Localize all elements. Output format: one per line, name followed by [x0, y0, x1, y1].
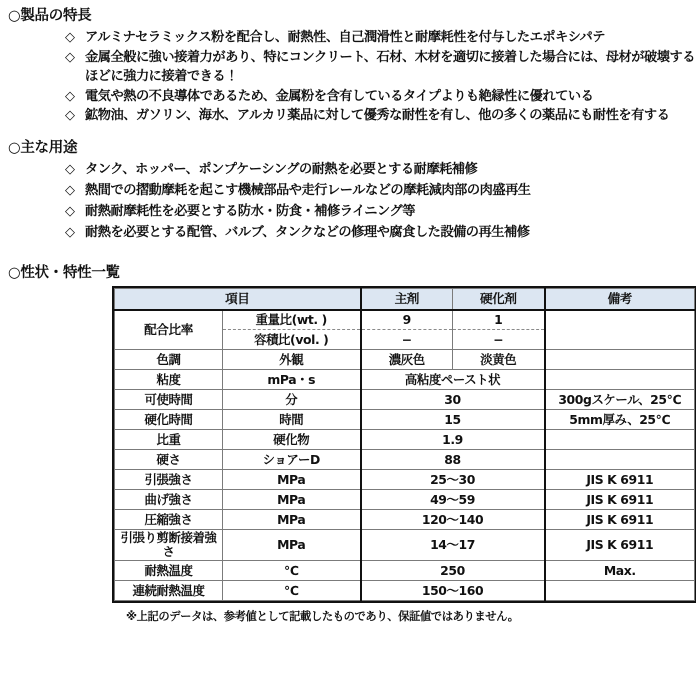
row-remarks-value: JIS K 6911 [545, 510, 695, 530]
row-unit-label: 時間 [223, 410, 361, 430]
diamond-bullet-icon: ◇ [65, 88, 75, 104]
use-text: 熱間での摺動摩耗を起こす機械部品や走行レールなどの摩耗減肉部の肉盛再生 [85, 183, 531, 199]
row-remarks-value: Max. [545, 561, 695, 581]
row-unit-label: mPa・s [223, 370, 361, 390]
row-remarks-value [545, 370, 695, 390]
properties-heading [8, 265, 698, 282]
features-list [65, 29, 698, 126]
row-merged-value: 14〜17 [361, 530, 545, 561]
use-text: タンク、ホッパー、ポンプケーシングの耐熱を必要とする耐摩耗補修 [85, 162, 478, 178]
row-remarks-value [545, 350, 695, 370]
row-merged-value: 30 [361, 390, 545, 410]
spec-table-body [115, 310, 695, 601]
spec-table-head [115, 289, 695, 310]
diamond-bullet-icon: ◇ [65, 183, 75, 199]
feature-text: 金属全般に強い接着力があり、特にコンクリート、石材、木材を適切に接着した場合には、母材が破壊するほどに強力に接着できる！ [85, 50, 695, 84]
circle-marker-icon: ○ [8, 265, 21, 281]
table-row [115, 530, 695, 561]
row-unit-label: ショアーD [223, 450, 361, 470]
row-item-label: 可使時間 [115, 390, 223, 410]
row-hardener-value: − [453, 330, 545, 350]
row-item-label: 圧縮強さ [115, 510, 223, 530]
diamond-bullet-icon: ◇ [65, 30, 75, 46]
row-unit-label: 外観 [223, 350, 361, 370]
properties-heading-label: 性状・特性一覧 [20, 265, 120, 281]
row-main-value: 9 [361, 310, 453, 330]
row-unit-label: ℃ [223, 561, 361, 581]
properties-section [8, 265, 698, 624]
circle-marker-icon: ○ [8, 8, 21, 24]
row-item-label: 硬さ [115, 450, 223, 470]
table-row [115, 390, 695, 410]
row-unit-label: 分 [223, 390, 361, 410]
row-item-label: 配合比率 [115, 310, 223, 350]
list-item [65, 224, 698, 243]
product-features-section [8, 8, 698, 127]
spec-table [114, 288, 695, 601]
row-item-label: 硬化時間 [115, 410, 223, 430]
row-remarks-value: 5mm厚み、25℃ [545, 410, 695, 430]
table-row [115, 581, 695, 601]
row-hardener-value: 1 [453, 310, 545, 330]
row-unit-label: ℃ [223, 581, 361, 601]
row-main-value: − [361, 330, 453, 350]
row-remarks-value [545, 310, 695, 350]
row-unit-label: 重量比(wt. ) [223, 310, 361, 330]
table-row [115, 370, 695, 390]
table-row [115, 450, 695, 470]
row-merged-value: 120〜140 [361, 510, 545, 530]
column-header-item: 項目 [115, 289, 361, 310]
row-merged-value: 1.9 [361, 430, 545, 450]
spec-table-frame [112, 286, 696, 603]
circle-marker-icon: ○ [8, 140, 21, 156]
uses-heading-label: 主な用途 [20, 140, 78, 156]
row-remarks-value: JIS K 6911 [545, 470, 695, 490]
row-merged-value: 250 [361, 561, 545, 581]
table-row [115, 561, 695, 581]
row-item-label: 耐熱温度 [115, 561, 223, 581]
features-heading-label: 製品の特長 [20, 8, 92, 24]
table-footnote: ※上記のデータは、参考値として記載したものであり、保証値ではありません。 [126, 610, 519, 624]
row-unit-label: MPa [223, 530, 361, 561]
row-remarks-value: JIS K 6911 [545, 490, 695, 510]
table-row [115, 490, 695, 510]
table-row [115, 410, 695, 430]
row-merged-value: 49〜59 [361, 490, 545, 510]
list-item [65, 107, 698, 126]
column-header-main-agent: 主剤 [361, 289, 453, 310]
column-header-hardener: 硬化剤 [453, 289, 545, 310]
row-unit-label: MPa [223, 490, 361, 510]
row-item-label: 色調 [115, 350, 223, 370]
diamond-bullet-icon: ◇ [65, 108, 75, 124]
table-row [115, 350, 695, 370]
list-item [65, 49, 698, 86]
row-remarks-value [545, 430, 695, 450]
table-row [115, 310, 695, 330]
row-remarks-value: JIS K 6911 [545, 530, 695, 561]
main-uses-section [8, 140, 698, 244]
row-main-value: 濃灰色 [361, 350, 453, 370]
diamond-bullet-icon: ◇ [65, 50, 75, 66]
table-row [115, 510, 695, 530]
feature-text: 電気や熱の不良導体であるため、金属粉を含有しているタイプよりも絶縁性に優れている [85, 88, 594, 104]
diamond-bullet-icon: ◇ [65, 203, 75, 219]
column-header-remarks: 備考 [545, 289, 695, 310]
row-remarks-value [545, 581, 695, 601]
row-merged-value: 25〜30 [361, 470, 545, 490]
row-merged-value: 高粘度ペースト状 [361, 370, 545, 390]
table-header-row [115, 289, 695, 310]
feature-text: 鉱物油、ガソリン、海水、アルカリ薬品に対して優秀な耐性を有し、他の多くの薬品にも耐性を有する [85, 108, 670, 124]
row-unit-label: 容積比(vol. ) [223, 330, 361, 350]
row-remarks-value: 300gスケール、25℃ [545, 390, 695, 410]
row-unit-label: MPa [223, 510, 361, 530]
uses-list [65, 161, 698, 242]
row-merged-value: 15 [361, 410, 545, 430]
table-row [115, 470, 695, 490]
diamond-bullet-icon: ◇ [65, 162, 75, 178]
feature-text: アルミナセラミックス粉を配合し、耐熱性、自己潤滑性と耐摩耗性を付与したエポキシパテ [85, 30, 605, 46]
features-heading [8, 8, 698, 25]
list-item [65, 182, 698, 201]
row-item-label: 連続耐熱温度 [115, 581, 223, 601]
row-remarks-value [545, 450, 695, 470]
row-item-label: 曲げ強さ [115, 490, 223, 510]
list-item [65, 203, 698, 222]
row-item-label: 比重 [115, 430, 223, 450]
uses-heading [8, 140, 698, 157]
row-item-label: 粘度 [115, 370, 223, 390]
row-unit-label: MPa [223, 470, 361, 490]
use-text: 耐熱耐摩耗性を必要とする防水・防食・補修ライニング等 [85, 203, 415, 219]
diamond-bullet-icon: ◇ [65, 224, 75, 240]
row-item-label: 引張り剪断接着強さ [115, 530, 223, 561]
list-item [65, 161, 698, 180]
row-unit-label: 硬化物 [223, 430, 361, 450]
list-item [65, 29, 698, 48]
table-row [115, 430, 695, 450]
row-merged-value: 88 [361, 450, 545, 470]
list-item [65, 88, 698, 107]
row-hardener-value: 淡黄色 [453, 350, 545, 370]
row-item-label: 引張強さ [115, 470, 223, 490]
row-merged-value: 150〜160 [361, 581, 545, 601]
use-text: 耐熱を必要とする配管、バルブ、タンクなどの修理や腐食した設備の再生補修 [85, 224, 530, 240]
